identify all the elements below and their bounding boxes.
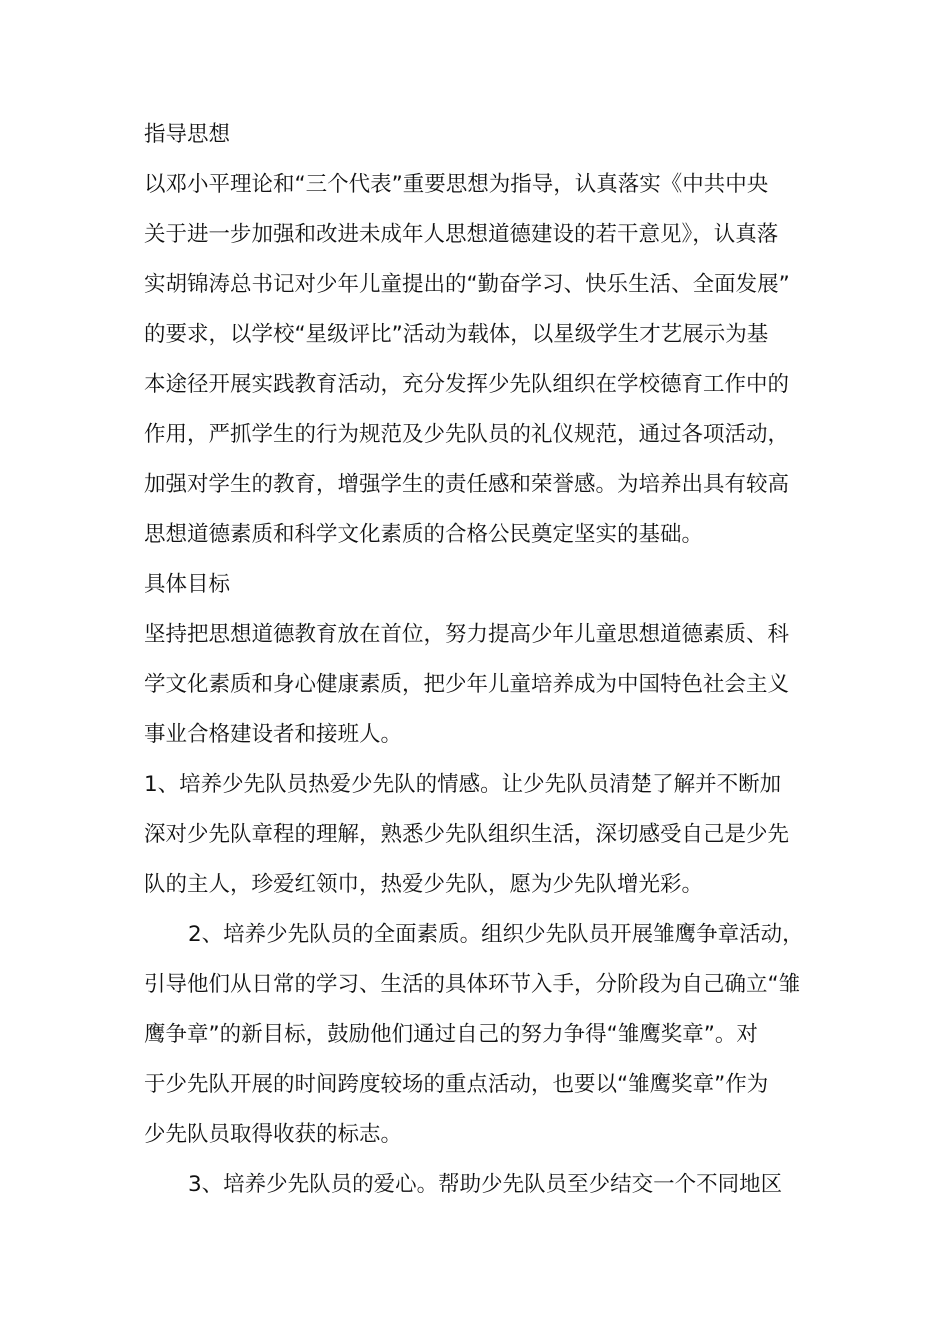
paragraph-line: 作用，严抓学生的行为规范及少先队员的礼仪规范，通过各项活动， [144, 422, 790, 447]
paragraph-line: 学文化素质和身心健康素质，把少年儿童培养成为中国特色社会主义 [144, 672, 790, 697]
paragraph-line: 加强对学生的教育，增强学生的责任感和荣誉感。为培养出具有较高 [144, 472, 790, 497]
paragraph-line: 以邓小平理论和“三个代表”重要思想为指导，认真落实《中共中央 [144, 172, 769, 197]
list-item-2-line: 少先队员取得收获的标志。 [144, 1122, 403, 1147]
paragraph-line: 思想道德素质和科学文化素质的合格公民奠定坚实的基础。 [144, 522, 704, 547]
paragraph-line: 事业合格建设者和接班人。 [144, 722, 403, 747]
list-item-2-line: 引导他们从日常的学习、生活的具体环节入手，分阶段为自己确立“雏 [144, 972, 801, 997]
paragraph-line: 实胡锦涛总书记对少年儿童提出的“勤奋学习、快乐生活、全面发展” [144, 272, 790, 297]
list-item-2-line: 2、培养少先队员的全面素质。组织少先队员开展雏鹰争章活动， [188, 922, 804, 947]
section-heading-guiding-ideology: 指导思想 [144, 122, 231, 147]
section-heading-specific-goals: 具体目标 [144, 572, 231, 597]
list-item-1-line: 深对少先队章程的理解，熟悉少先队组织生活，深切感受自己是少先 [144, 822, 790, 847]
paragraph-line: 关于进一步加强和改进未成年人思想道德建设的若干意见》，认真落 [144, 222, 779, 247]
paragraph-line: 坚持把思想道德教育放在首位，努力提高少年儿童思想道德素质、科 [144, 622, 790, 647]
list-item-2-line: 鹰争章”的新目标，鼓励他们通过自己的努力争得“雏鹰奖章”。对 [144, 1022, 758, 1047]
list-item-2-line: 于少先队开展的时间跨度较场的重点活动，也要以“雏鹰奖章”作为 [144, 1072, 769, 1097]
list-item-1-line: 1、培养少先队员热爱少先队的情感。让少先队员清楚了解并不断加 [144, 772, 782, 797]
document-body [144, 110, 814, 1210]
list-item-3-line: 3、培养少先队员的爱心。帮助少先队员至少结交一个不同地区 [188, 1172, 783, 1197]
paragraph-line: 本途径开展实践教育活动，充分发挥少先队组织在学校德育工作中的 [144, 372, 790, 397]
list-item-1-line: 队的主人，珍爱红领巾，热爱少先队，愿为少先队增光彩。 [144, 872, 704, 897]
paragraph-line: 的要求，以学校“星级评比”活动为载体，以星级学生才艺展示为基 [144, 322, 769, 347]
